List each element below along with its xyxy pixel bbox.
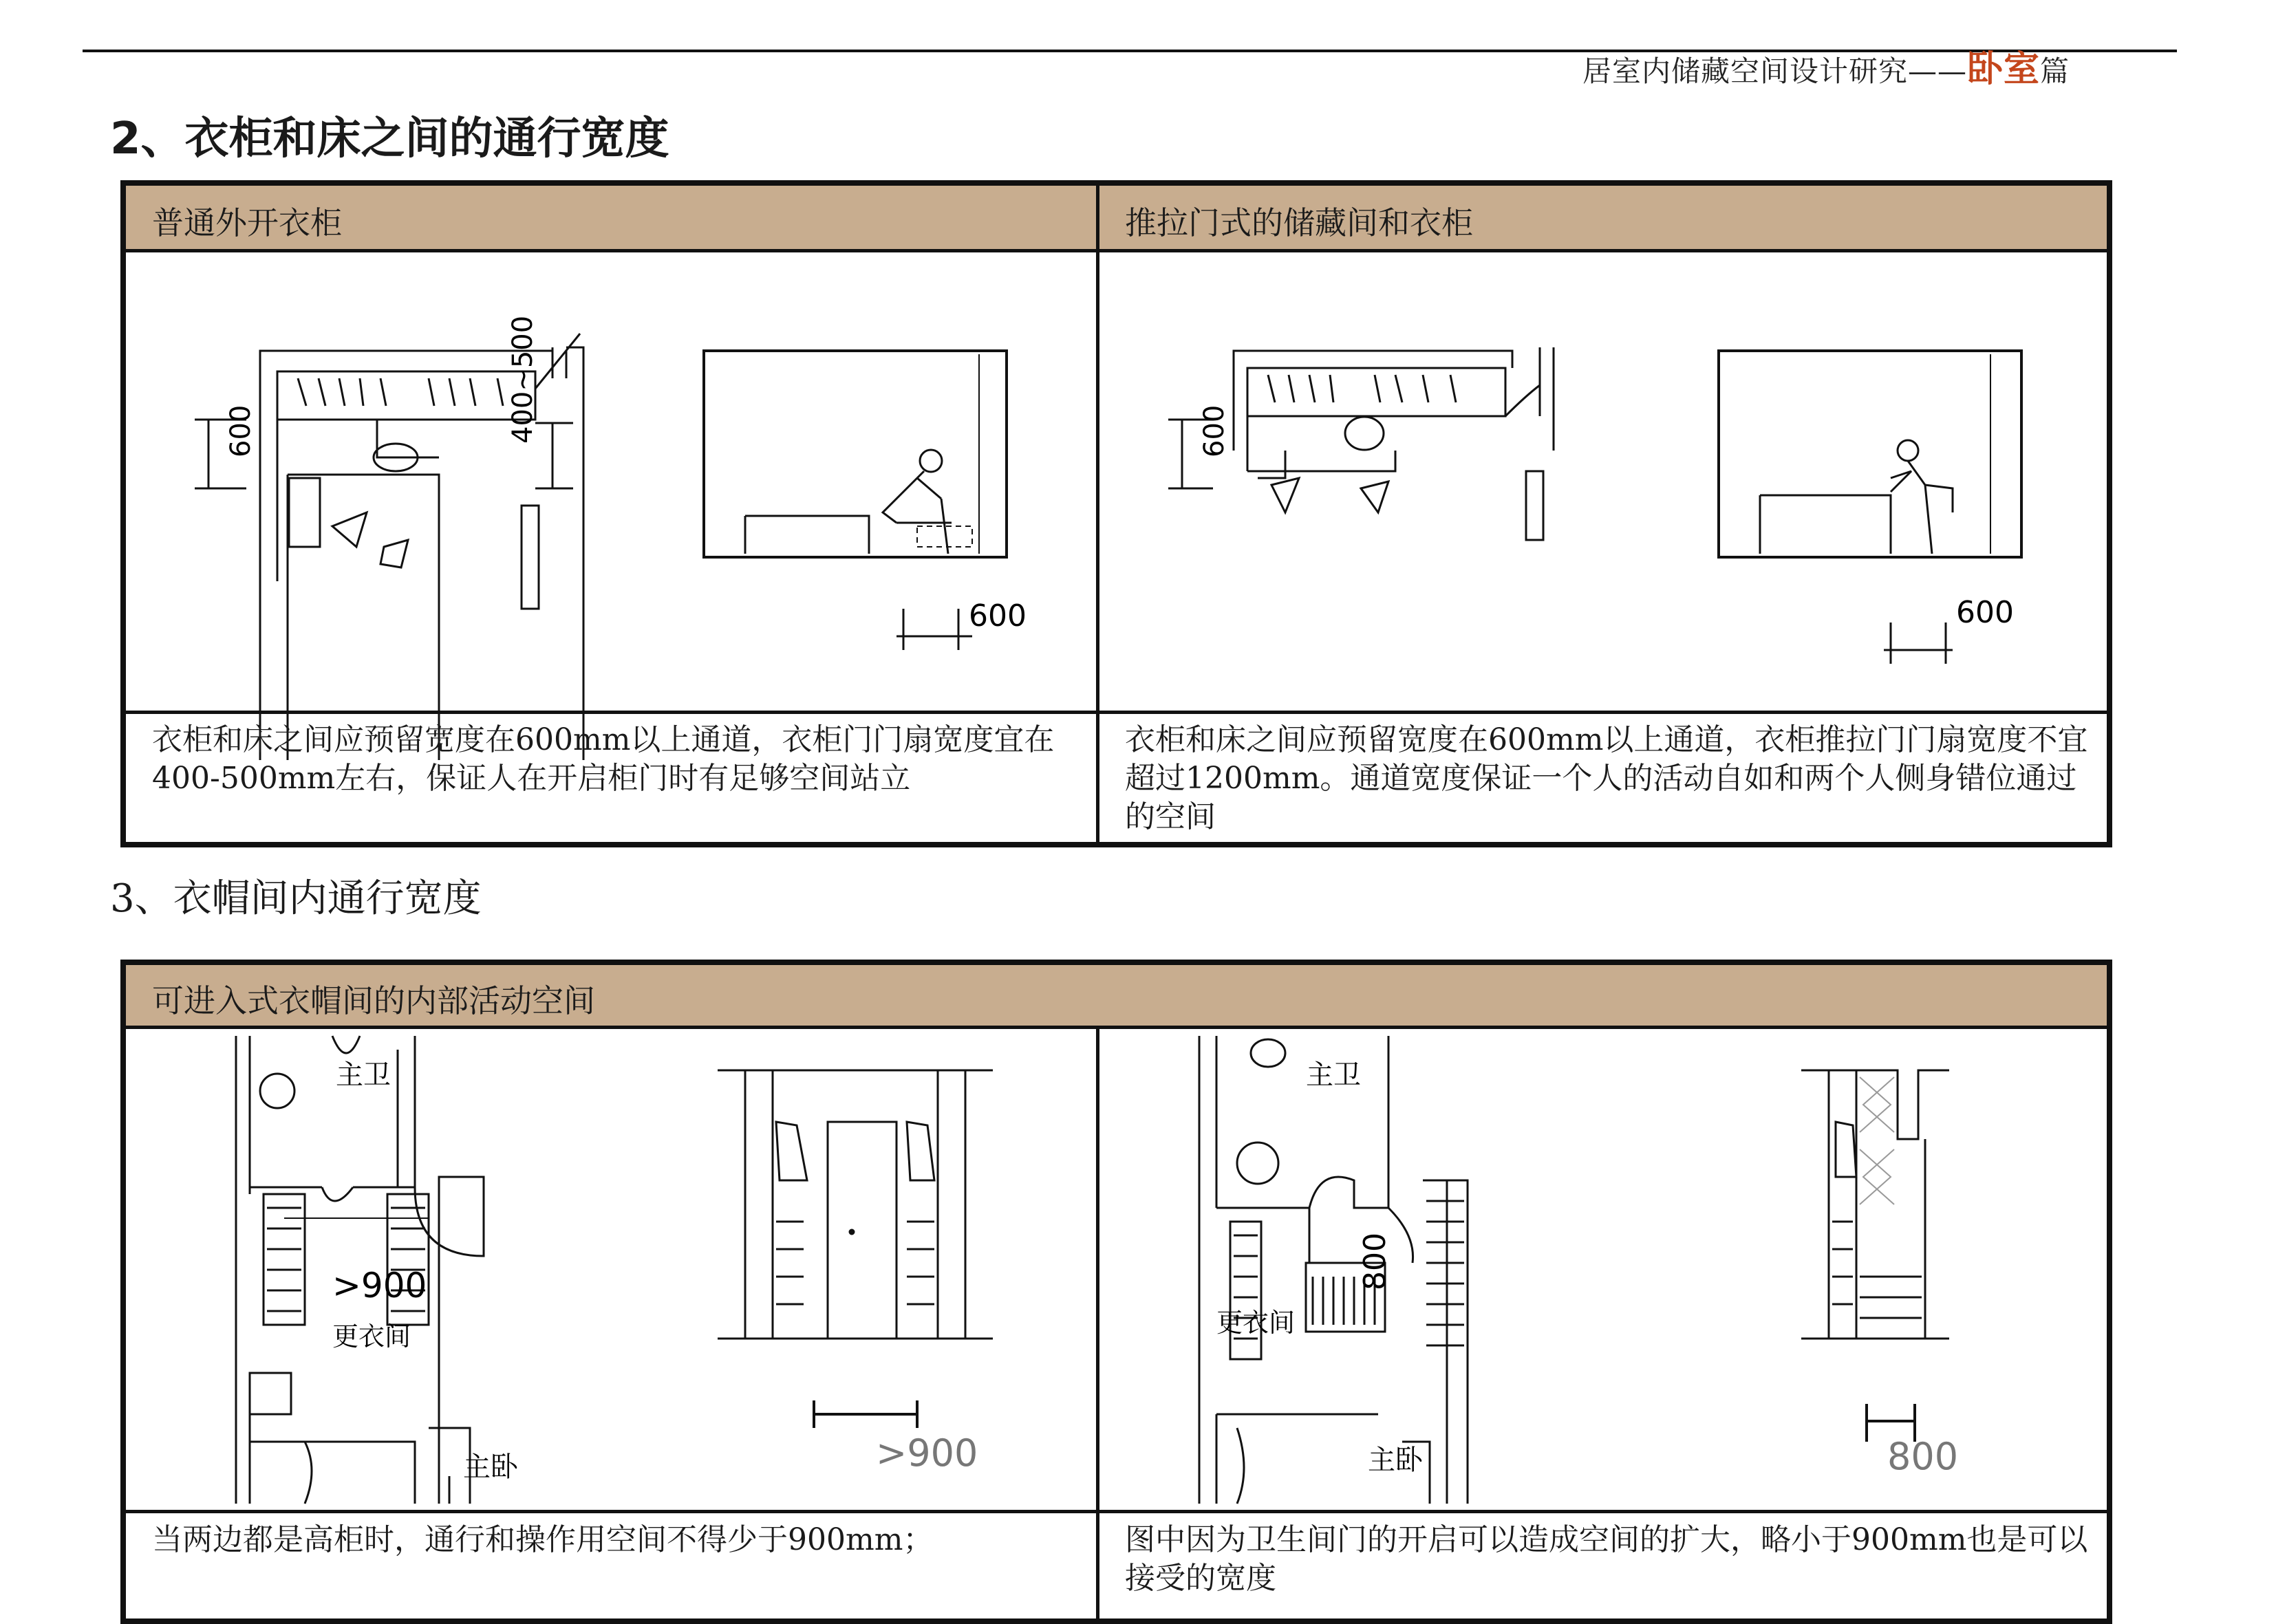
section3-left-label-dress: 更衣间 — [332, 1321, 411, 1352]
section3-table — [120, 960, 2112, 1624]
section2-right-title: 推拉门式的储藏间和衣柜 — [1125, 204, 1473, 241]
section3-heading: 3、衣帽间内通行宽度 — [110, 876, 482, 921]
section3-table-header — [126, 965, 2107, 1029]
section2-left-door-dim: 400~500 — [507, 315, 539, 444]
section2-left-drawing — [126, 251, 1093, 708]
section2-caption-divider — [126, 711, 2107, 714]
section3-left-plan-dim: >900 — [332, 1266, 427, 1306]
section2-left-plan-dim: 600 — [225, 404, 257, 457]
section2-right-caption: 衣柜和床之间应预留宽度在600mm以上通道，衣柜推拉门门扇宽度不宜超过1200mm。通道宽度保证一个人的活动自如和两个人侧身错位通过的空间 — [1125, 722, 2088, 834]
section2-left-caption: 衣柜和床之间应预留宽度在600mm以上通道，衣柜门门扇宽度宜在400-500mm左右，保证人在开启柜门时有足够空间站立 — [152, 722, 1055, 796]
section3-left-drawing — [126, 1029, 1093, 1511]
section2-right-plan-dim: 600 — [1199, 404, 1230, 457]
section2-heading: 2、衣柜和床之间的通行宽度 — [110, 113, 669, 164]
section3-right-plan-dim: 800 — [1357, 1233, 1393, 1290]
section3-left-label-bed: 主卧 — [463, 1451, 518, 1483]
section2-right-drawing — [1099, 251, 2107, 708]
section3-right-caption: 图中因为卫生间门的开启可以造成空间的扩大，略小于900mm也是可以接受的宽度 — [1125, 1522, 2088, 1596]
section2-left-title: 普通外开衣柜 — [152, 204, 342, 241]
header-title-suffix: 篇 — [2040, 54, 2070, 88]
section3-right-label-dress: 更衣间 — [1216, 1308, 1296, 1338]
section3-right-label-bath: 主卫 — [1306, 1059, 1361, 1091]
header-title-prefix: 居室内储藏空间设计研究—— — [1582, 54, 1968, 88]
section2-right-section-dim: 600 — [1956, 595, 2014, 630]
section3-left-caption: 当两边都是高柜时，通行和操作用空间不得少于900mm； — [152, 1522, 934, 1557]
header-title — [1582, 40, 2070, 91]
header-title-accent: 卧室 — [1967, 48, 2041, 90]
section2-table — [120, 180, 2112, 847]
section3-table-title: 可进入式衣帽间的内部活动空间 — [152, 982, 595, 1019]
section3-left-section-dim: >900 — [876, 1431, 978, 1475]
section3-right-label-bed: 主卧 — [1368, 1444, 1423, 1476]
section3-right-section-dim: 800 — [1887, 1435, 1959, 1478]
section2-left-section-dim: 600 — [969, 598, 1027, 634]
section2-table-header — [126, 186, 2107, 252]
section3-left-label-bath: 主卫 — [336, 1059, 391, 1091]
section3-right-drawing — [1099, 1029, 2107, 1511]
